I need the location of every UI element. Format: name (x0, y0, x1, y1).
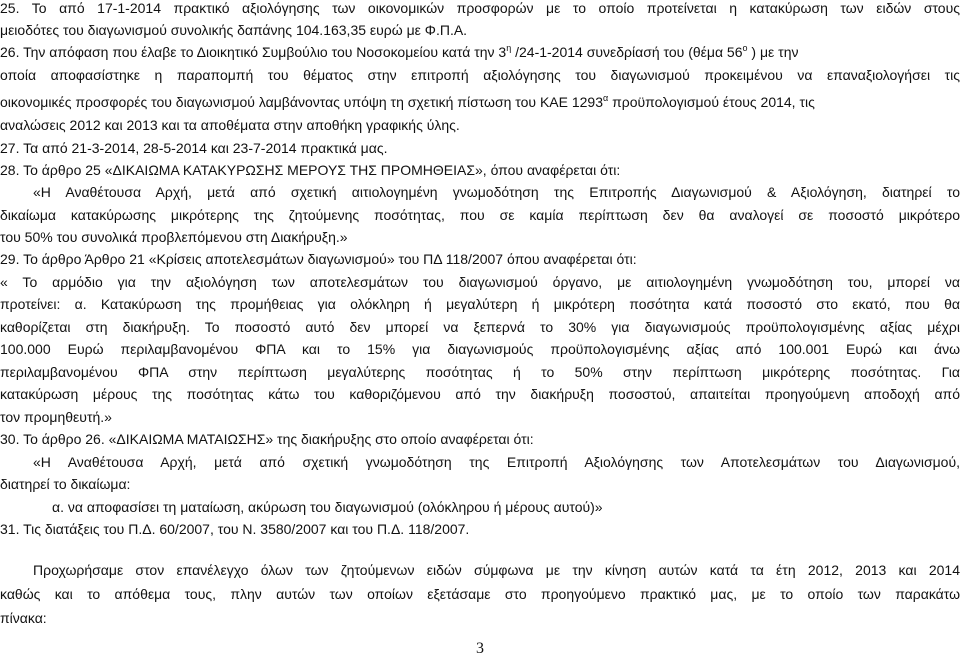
text-line: 28. Το άρθρο 25 «ΔΙΚΑΙΩΜΑ ΚΑΤΑΚΥΡΩΣΗΣ ΜΕΡΟΥΣ ΤΗΣ ΠΡΟΜΗΘΕΙΑΣ», όπου αναφέρεται ότι: (0, 162, 621, 178)
text-line: 25. Το από 17-1-2014 πρακτικό αξιολόγησης των οικονομικών προσφορών με το οποίο προτείνεται η κατακύρωση των ειδών στους (0, 0, 960, 16)
text-line: οποία αποφασίστηκε η παραπομπή του θέματος στην επιτροπή αξιολόγησης του διαγωνισμού προκειμένου να επαναξιολογήσει τις (0, 67, 960, 83)
text-line: αναλώσεις 2012 και 2013 και τα αποθέματα στην αποθήκη γραφικής ύλης. (0, 117, 460, 133)
text-line: « Το αρμόδιο για την αξιολόγηση των αποτελεσμάτων του διαγωνισμού όργανο, με αιτιολογημένη γνωμοδότηση του, μπορεί να (0, 274, 960, 290)
text-line: «Η Αναθέτουσα Αρχή, μετά από σχετική αιτιολογημένη γνωμοδότηση της Επιτροπής Διαγωνισμού & Αξιολόγηση, διατηρεί το (33, 184, 960, 200)
text-line: «Η Αναθέτουσα Αρχή, μετά από σχετική γνωμοδότηση της Επιτροπή Αξιολόγησης των Αποτελεσμάτων του Διαγωνισμού, (33, 454, 960, 470)
text-line: 29. Το άρθρο Άρθρο 21 «Κρίσεις αποτελεσμάτων διαγωνισμού» του ΠΔ 118/2007 όπου αναφέρεται ότι: (0, 251, 637, 267)
text-line: α. να αποφασίσει τη ματαίωση, ακύρωση του διαγωνισμού (ολόκληρου ή μέρους αυτού)» (52, 499, 603, 515)
text-line: πίνακα: (0, 610, 47, 626)
superscript: α (603, 93, 609, 103)
text-line: προτείνει: α. Κατακύρωση της προμήθειας για ολόκληρη ή μεγαλύτερη ή μικρότερη ποσότητα κατά ποσοστό στο εκατό, που θα (0, 296, 960, 312)
text-line: οικονομικές προσφορές του διαγωνισμού λαμβάνοντας υπόψη τη σχετική πίστωση του ΚΑΕ $1293^\alpha$ προϋπολογισμού έτους 2014, τις (0, 93, 815, 110)
text-line: καθώς και το απόθεμα τους, πλην αυτών των οποίων εξετάσαμε στο προηγούμενο πρακτικό μας, με το οποίο των παρακάτω (0, 586, 960, 602)
text-line: 31. Τις διατάξεις του Π.Δ. 60/2007, του Ν. 3580/2007 και του Π.Δ. 118/2007. (0, 521, 470, 537)
text-line: δικαίωμα κατακύρωσης μικρότερης της ζητούμενης ποσότητας, που σε καμία περίπτωση δεν θα αναλογεί σε ποσοστό μικρότερο (0, 207, 960, 223)
page-number: 3 (476, 640, 484, 657)
text-line: 100.000 Ευρώ περιλαμβανομένου ΦΠΑ και το 15% για διαγωνισμούς προϋπολογισμένης αξίας από 100.001 Ευρώ και άνω (0, 341, 960, 357)
text-line: του 50% του συνολικά προβλεπόμενου στη Διακήρυξη.» (0, 229, 348, 245)
text-line: καθορίζεται στη διακήρυξη. Το ποσοστό αυτό δεν μπορεί να ξεπερνά το 30% για διαγωνισμούς προϋπολογισμένης αξίας μέχρι (0, 319, 960, 335)
text-line: διατηρεί το δικαίωμα: (0, 476, 131, 492)
superscript: ο (742, 43, 748, 53)
text-line: 27. Τα από 21-3-2014, 28-5-2014 και 23-7-2014 πρακτικά μας. (0, 140, 388, 156)
text-line: κατακύρωση μέρους της ποσότητας κάτω του καθοριζόμενου από την διακήρυξη ποσοστού, απαιτείται προηγούμενη αποδοχή από (0, 386, 960, 402)
text-line: περιλαμβανομένου ΦΠΑ στην περίπτωση μεγαλύτερης ποσότητας ή το 50% στην περίπτωση μικρότερης ποσότητας. Για (0, 364, 960, 380)
text-line: 30. Το άρθρο 26. «ΔΙΚΑΙΩΜΑ ΜΑΤΑΙΩΣΗΣ» της διακήρυξης στο οποίο αναφέρεται ότι: (0, 431, 534, 447)
text-line: Προχωρήσαμε στον επανέλεγχο όλων των ζητούμενων ειδών σύμφωνα με την κίνηση αυτών κατά τα έτη 2012, 2013 και 2014 (33, 562, 960, 578)
text-line: 26. Την απόφαση που έλαβε το Διοικητικό Συμβούλιο του Νοσοκομείου κατά την $3^\eta$ /24-1-2014 συνεδρίασή του (θέμα $56^o$ ) με την (0, 43, 799, 60)
superscript: η (506, 43, 512, 53)
text-line: τον προμηθευτή.» (0, 409, 112, 425)
text-line: μειοδότες του διαγωνισμού συνολικής δαπάνης 104.163,35 ευρώ με Φ.Π.Α. (0, 22, 468, 38)
